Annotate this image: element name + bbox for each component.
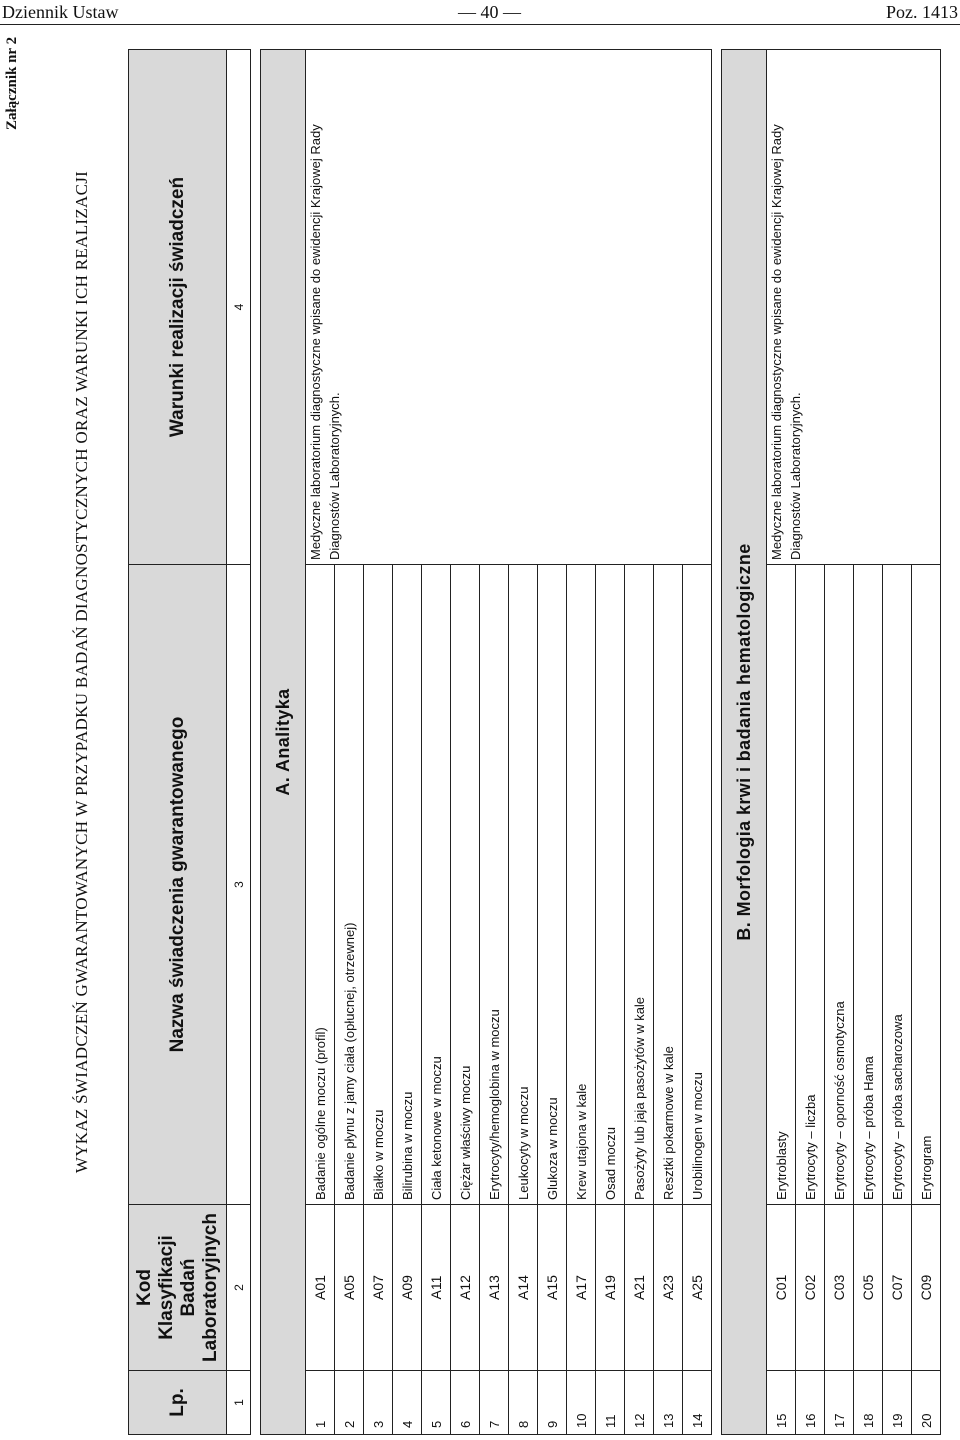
row-service-name: Erytrocyty – próba Hama: [854, 565, 883, 1205]
row-code: A19: [596, 1205, 625, 1371]
row-code: C03: [825, 1205, 854, 1371]
row-service-name: Ciała ketonowe w moczu: [422, 565, 451, 1205]
col-number: 2: [227, 1205, 251, 1371]
col-number: 4: [227, 50, 251, 565]
row-code: A15: [538, 1205, 567, 1371]
row-code: C02: [796, 1205, 825, 1371]
journal-name: Dziennik Ustaw: [2, 2, 119, 22]
col-number: 3: [227, 565, 251, 1205]
row-service-name: Pasożyty lub jaja pasożytów w kale: [625, 565, 654, 1205]
annex-label: Załącznik nr 2: [4, 36, 20, 130]
row-service-name: Erytrocyty – liczba: [796, 565, 825, 1205]
page-number: — 40 —: [458, 2, 521, 22]
row-lp: 15: [767, 1371, 796, 1435]
row-lp: 10: [567, 1371, 596, 1435]
section-spacer: [251, 50, 261, 1435]
row-lp: 18: [854, 1371, 883, 1435]
section-title-row: [722, 50, 767, 1435]
row-conditions: Medyczne laboratorium diagnostyczne wpisane do ewidencji Krajowej Rady Diagnostów Laboratoryjnych.: [767, 50, 941, 565]
row-code: A12: [451, 1205, 480, 1371]
row-service-name: Ciężar właściwy moczu: [451, 565, 480, 1205]
row-service-name: Krew utajona w kale: [567, 565, 596, 1205]
col-header-warunki: Warunki realizacji świadczeń: [129, 50, 227, 565]
row-code: C01: [767, 1205, 796, 1371]
section-spacer: [712, 50, 722, 1435]
row-service-name: Urobilinogen w moczu: [683, 565, 712, 1205]
row-code: A25: [683, 1205, 712, 1371]
position-number: Poz. 1413: [886, 2, 958, 22]
col-header-kod-line3: Badań: [177, 1258, 199, 1317]
table-row: [767, 50, 796, 1435]
col-number: 1: [227, 1371, 251, 1435]
row-lp: 13: [654, 1371, 683, 1435]
col-header-kod-line2: Klasyfikacji: [155, 1235, 177, 1340]
row-service-name: Glukoza w moczu: [538, 565, 567, 1205]
row-service-name: Erytroblasty: [767, 565, 796, 1205]
section-title: B. Morfologia krwi i badania hematologiczne: [722, 50, 767, 1435]
row-service-name: Erytrocyty/hemoglobina w moczu: [480, 565, 509, 1205]
row-lp: 4: [393, 1371, 422, 1435]
row-code: A07: [364, 1205, 393, 1371]
row-lp: 11: [596, 1371, 625, 1435]
col-header-kod-line1: Kod: [133, 1269, 155, 1306]
col-header-kod: [129, 1205, 227, 1371]
row-code: A23: [654, 1205, 683, 1371]
row-lp: 19: [883, 1371, 912, 1435]
row-lp: 20: [912, 1371, 941, 1435]
row-lp: 7: [480, 1371, 509, 1435]
row-lp: 8: [509, 1371, 538, 1435]
table-header-row: [129, 50, 227, 1435]
row-code: A01: [306, 1205, 335, 1371]
row-service-name: Badanie płynu z jamy ciała (opłucnej, otrzewnej): [335, 565, 364, 1205]
section-title: A. Analityka: [261, 50, 306, 1435]
row-code: A13: [480, 1205, 509, 1371]
row-code: A11: [422, 1205, 451, 1371]
row-lp: 12: [625, 1371, 654, 1435]
row-service-name: Resztki pokarmowe w kale: [654, 565, 683, 1205]
row-service-name: Osad moczu: [596, 565, 625, 1205]
section-spacer-cell: [712, 50, 722, 1435]
column-numbers-row: [227, 50, 251, 1435]
row-lp: 17: [825, 1371, 854, 1435]
section-spacer-cell: [251, 50, 261, 1435]
table-row: [306, 50, 335, 1435]
row-lp: 2: [335, 1371, 364, 1435]
row-lp: 14: [683, 1371, 712, 1435]
row-code: A05: [335, 1205, 364, 1371]
row-code: A21: [625, 1205, 654, 1371]
row-service-name: Badanie ogólne moczu (profil): [306, 565, 335, 1205]
row-code: C09: [912, 1205, 941, 1371]
col-header-lp: Lp.: [129, 1371, 227, 1435]
row-code: C05: [854, 1205, 883, 1371]
row-code: A14: [509, 1205, 538, 1371]
services-table: [128, 49, 941, 1435]
row-code: A09: [393, 1205, 422, 1371]
row-lp: 3: [364, 1371, 393, 1435]
row-service-name: Erytrocyty – oporność osmotyczna: [825, 565, 854, 1205]
row-conditions: Medyczne laboratorium diagnostyczne wpisane do ewidencji Krajowej Rady Diagnostów Laboratoryjnych.: [306, 50, 712, 565]
row-service-name: Erytrocyty – próba sacharozowa: [883, 565, 912, 1205]
row-service-name: Bilirubina w moczu: [393, 565, 422, 1205]
row-lp: 6: [451, 1371, 480, 1435]
section-title-row: [261, 50, 306, 1435]
row-code: C07: [883, 1205, 912, 1371]
row-lp: 9: [538, 1371, 567, 1435]
col-header-nazwa: Nazwa świadczenia gwarantowanego: [129, 565, 227, 1205]
document-title: WYKAZ ŚWIADCZEŃ GWARANTOWANYCH W PRZYPADKU BADAŃ DIAGNOSTYCZNYCH ORAZ WARUNKI ICH REALIZACJI: [72, 170, 91, 1174]
row-lp: 1: [306, 1371, 335, 1435]
row-lp: 5: [422, 1371, 451, 1435]
col-header-kod-line4: Laboratoryjnych: [199, 1213, 221, 1362]
row-service-name: Białko w moczu: [364, 565, 393, 1205]
row-code: A17: [567, 1205, 596, 1371]
row-service-name: Leukocyty w moczu: [509, 565, 538, 1205]
row-service-name: Erytrogram: [912, 565, 941, 1205]
row-lp: 16: [796, 1371, 825, 1435]
